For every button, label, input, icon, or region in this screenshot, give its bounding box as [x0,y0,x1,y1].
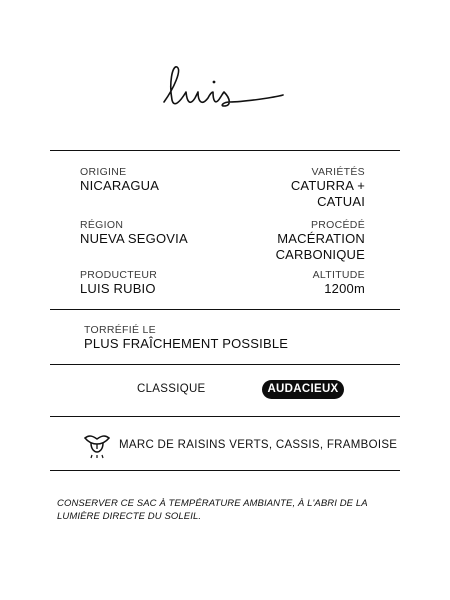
divider-top [50,150,400,151]
varieties-label: VARIÉTÉS [311,166,365,178]
divider-details [50,309,400,310]
profile-option-audacieux-selected: AUDACIEUX [262,380,344,399]
storage-note: CONSERVER CE SAC À TEMPÉRATURE AMBIANTE, À L'ABRI DE LA LUMIÈRE DIRECTE DU SOLEIL. [57,498,368,522]
process-value-line2: CARBONIQUE [275,247,365,262]
process-label: PROCÉDÉ [310,219,365,231]
producer-label: PRODUCTEUR [80,269,158,281]
origin-value: NICARAGUA [80,178,160,193]
divider-tasting [50,470,400,471]
varieties-value-line2: CATUAI [317,194,365,209]
divider-roast [50,364,400,365]
tasting-notes: MARC DE RAISINS VERTS, CASSIS, FRAMBOISE [119,439,398,451]
divider-profile [50,416,400,417]
origin-label: ORIGINE [80,166,127,178]
altitude-label: ALTITUDE [312,269,365,281]
brand-logo [160,62,285,114]
producer-value: LUIS RUBIO [80,281,156,296]
varieties-value-line1: CATURRA + [290,178,365,193]
roast-value: PLUS FRAÎCHEMENT POSSIBLE [84,336,289,351]
region-value: NUEVA SEGOVIA [80,231,188,246]
process-value-line1: MACÉRATION [277,231,365,246]
altitude-value: 1200m [324,281,365,296]
tongue-icon [82,429,112,459]
luis-script-logo [160,62,285,114]
profile-option-classique: CLASSIQUE [137,383,206,395]
roast-label: TORRÉFIÉ LE [84,324,156,336]
region-label: RÉGION [80,219,124,231]
